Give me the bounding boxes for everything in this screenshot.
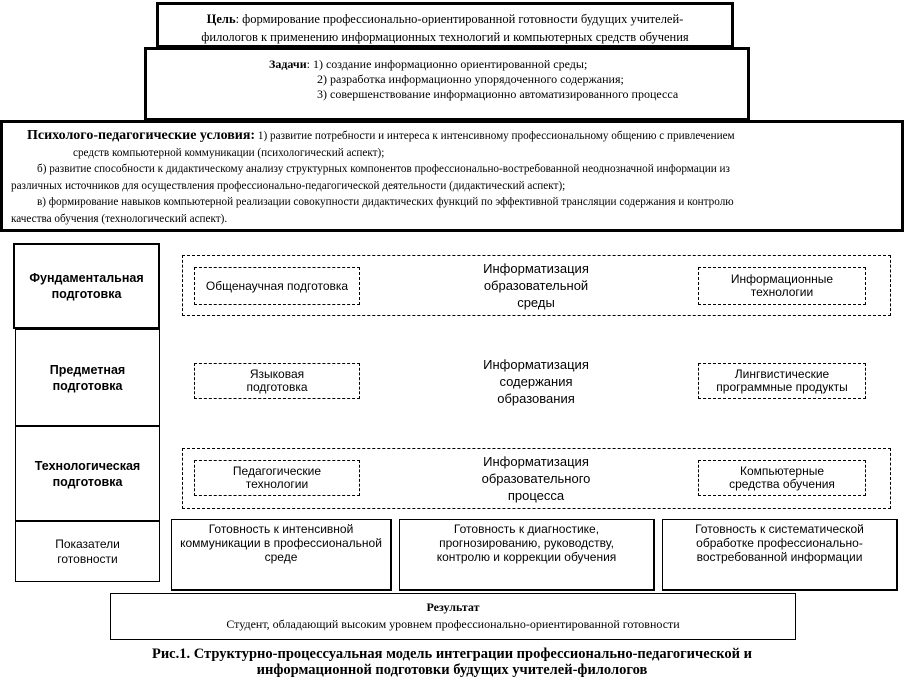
language-training-box: Языковая подготовка bbox=[194, 363, 360, 399]
task-item-2: 2) разработка информационно упорядоченного содержания; bbox=[317, 72, 624, 86]
readiness-text-diagnostics: Готовность к диагностике, прогнозированию, руководству, контролю и коррекции обучения bbox=[436, 522, 617, 564]
information-technologies-box: Информационные технологии bbox=[698, 267, 866, 305]
result-box bbox=[110, 593, 796, 640]
goal-box bbox=[156, 2, 734, 48]
row-label-readiness: Показатели готовности bbox=[15, 521, 160, 582]
figure-caption bbox=[60, 646, 844, 678]
row-label-technological: Технологическая подготовка bbox=[15, 426, 160, 521]
general-scientific-training-box: Общенаучная подготовка bbox=[194, 267, 360, 305]
caption-line-1: Рис.1. Структурно-процессуальная модель интеграции профессионально-педагогической и bbox=[151, 646, 753, 662]
linguistic-software-box: Лингвистические программные продукты bbox=[698, 363, 866, 399]
readiness-text-information-processing: Готовность к систематической обработке профессионально-востребованной информации bbox=[695, 522, 864, 564]
readiness-box-diagnostics bbox=[399, 519, 655, 591]
computer-learning-tools-box: Компьютерные средства обучения bbox=[698, 460, 866, 496]
tasks-box bbox=[144, 47, 750, 121]
condition-b-line-1: б) развитие способности к дидактическому анализу структурных компонентов профессионально-востребованной неоднозначной информации из bbox=[37, 163, 730, 175]
condition-a-line-1: Психолого-педагогические условия: 1) развитие потребности и интереса к интенсивному профессиональному общению с привлечением bbox=[27, 128, 735, 143]
pedagogical-technologies-box: Педагогические технологии bbox=[194, 460, 360, 496]
informatization-educational-environment: Информатизация образовательной среды bbox=[483, 260, 589, 310]
condition-c-line-2: качества обучения (технологический аспект). bbox=[11, 212, 228, 225]
condition-c-line-1: в) формирование навыков компьютерной реализации совокупности дидактических функций по эффективной трансляции содержания и контролю bbox=[37, 196, 734, 208]
readiness-text-communication: Готовность к интенсивной коммуникации в профессиональной среде bbox=[180, 522, 382, 564]
result-label: Результат bbox=[426, 600, 480, 614]
task-item-1: Задачи: 1) создание информационно ориентированной среды; bbox=[269, 57, 588, 71]
goal-line-1: Цель: формирование профессионально-ориентированной готовности будущих учителей- bbox=[206, 12, 684, 26]
informatization-education-content: Информатизация содержания образования bbox=[483, 356, 589, 406]
condition-b-line-2: различных источников для осуществления профессионально-педагогической деятельности (дидактический аспект); bbox=[11, 179, 566, 192]
tasks-label: Задачи bbox=[269, 57, 307, 71]
conditions-label: Психолого-педагогические условия: bbox=[27, 128, 256, 143]
row-label-subject: Предметная подготовка bbox=[15, 329, 160, 426]
informatization-educational-process: Информатизация образовательного процесса bbox=[481, 453, 591, 503]
caption-line-2: информационной подготовки будущих учителей-филологов bbox=[256, 662, 648, 678]
condition-a-line-2: средств компьютерной коммуникации (психологический аспект); bbox=[73, 146, 385, 159]
readiness-box-information-processing bbox=[662, 519, 898, 591]
goal-line-2: филологов к применению информационных технологий и компьютерных средств обучения bbox=[201, 30, 689, 44]
result-text: Студент, обладающий высоким уровнем профессионально-ориентированной готовности bbox=[226, 617, 680, 631]
goal-label: Цель bbox=[206, 12, 236, 26]
task-item-3: 3) совершенствование информационно автоматизированного процесса bbox=[317, 87, 679, 101]
conditions-box bbox=[0, 120, 904, 232]
readiness-box-communication bbox=[171, 519, 392, 591]
row-label-fundamental: Фундаментальная подготовка bbox=[13, 243, 160, 329]
